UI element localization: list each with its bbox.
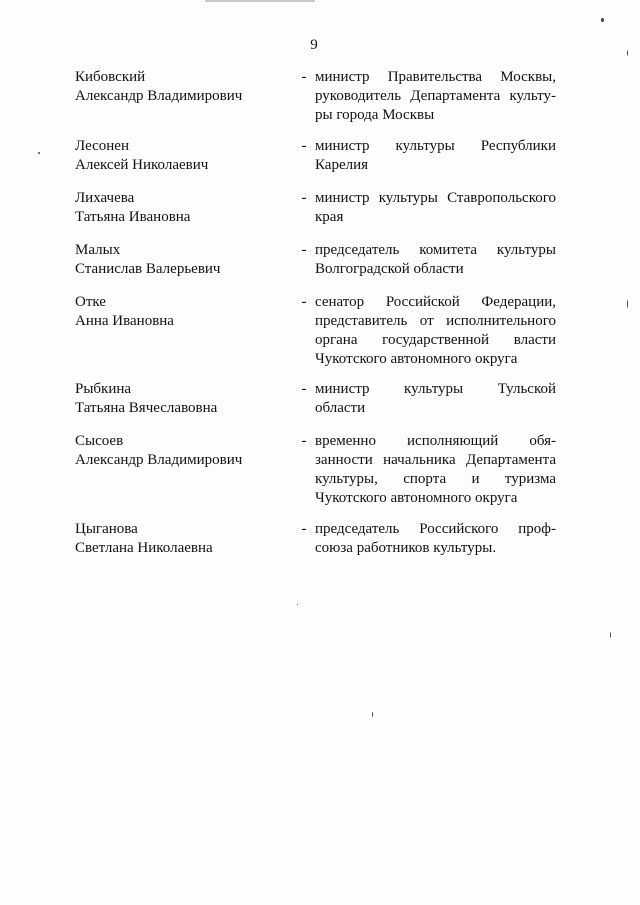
- position-line: занности начальника Департамента: [315, 452, 556, 468]
- scan-speck: [372, 712, 373, 717]
- position-line: руководитель Департамента культу-: [315, 88, 556, 104]
- position-line: Карелия: [315, 157, 369, 173]
- member-surname: Лесонен: [75, 138, 129, 154]
- member-name: [75, 432, 290, 470]
- member-given-names: Алексей Николаевич: [75, 157, 209, 173]
- member-position: [315, 189, 556, 227]
- scan-speck: [38, 152, 40, 154]
- position-line: культуры, спорта и туризма: [315, 471, 556, 487]
- member-name: [75, 293, 290, 331]
- scan-speck: [297, 604, 298, 605]
- position-line: министр Правительства Москвы,: [315, 69, 556, 85]
- member-position: [315, 68, 556, 125]
- member-surname: Сысоев: [75, 433, 124, 449]
- position-line: министр культуры Ставропольского: [315, 190, 556, 206]
- member-name: [75, 241, 290, 279]
- member-position: [315, 293, 556, 369]
- entry-dash: -: [301, 294, 307, 310]
- member-name: [75, 380, 290, 418]
- scan-edge-line: [205, 0, 315, 2]
- position-line: союза работников культуры.: [315, 540, 497, 556]
- member-name: [75, 137, 290, 175]
- member-given-names: Татьяна Ивановна: [75, 209, 191, 225]
- member-position: [315, 137, 556, 175]
- member-given-names: Александр Владимирович: [75, 88, 243, 104]
- entry-dash: -: [301, 433, 307, 449]
- position-line: министр культуры Тульской: [315, 381, 556, 397]
- member-surname: Малых: [75, 242, 121, 258]
- entry-dash: -: [301, 381, 307, 397]
- position-line: края: [315, 209, 344, 225]
- member-position: [315, 520, 556, 558]
- member-name: [75, 520, 290, 558]
- position-line: временно исполняющий обя-: [315, 433, 556, 449]
- position-line: сенатор Российской Федерации,: [315, 294, 556, 310]
- position-line: представитель от исполнительного: [315, 313, 556, 329]
- entry-dash: -: [301, 242, 307, 258]
- scan-speck: [627, 300, 628, 308]
- member-given-names: Александр Владимирович: [75, 452, 243, 468]
- member-surname: Лихачева: [75, 190, 135, 206]
- position-line: председатель комитета культуры: [315, 242, 556, 258]
- member-given-names: Татьяна Вячеславовна: [75, 400, 218, 416]
- member-position: [315, 432, 556, 508]
- scan-speck: [601, 18, 604, 22]
- member-surname: Цыганова: [75, 521, 138, 537]
- entry-dash: -: [301, 521, 307, 537]
- position-line: ры города Москвы: [315, 107, 435, 123]
- member-surname: Кибовский: [75, 69, 146, 85]
- member-position: [315, 241, 556, 279]
- position-line: Волгоградской области: [315, 261, 464, 277]
- entry-dash: -: [301, 69, 307, 85]
- page-number: 9: [310, 37, 318, 53]
- scan-speck: [610, 632, 611, 638]
- entry-dash: -: [301, 190, 307, 206]
- member-surname: Отке: [75, 294, 106, 310]
- member-given-names: Светлана Николаевна: [75, 540, 213, 556]
- entry-dash: -: [301, 138, 307, 154]
- position-line: области: [315, 400, 366, 416]
- position-line: органа государственной власти: [315, 332, 556, 348]
- member-name: [75, 68, 290, 106]
- position-line: Чукотского автономного округа: [315, 490, 518, 506]
- scan-speck: [627, 50, 628, 56]
- member-surname: Рыбкина: [75, 381, 132, 397]
- member-given-names: Станислав Валерьевич: [75, 261, 221, 277]
- position-line: Чукотского автономного округа: [315, 351, 518, 367]
- member-position: [315, 380, 556, 418]
- position-line: министр культуры Республики: [315, 138, 556, 154]
- member-name: [75, 189, 290, 227]
- member-given-names: Анна Ивановна: [75, 313, 174, 329]
- position-line: председатель Российского проф-: [315, 521, 556, 537]
